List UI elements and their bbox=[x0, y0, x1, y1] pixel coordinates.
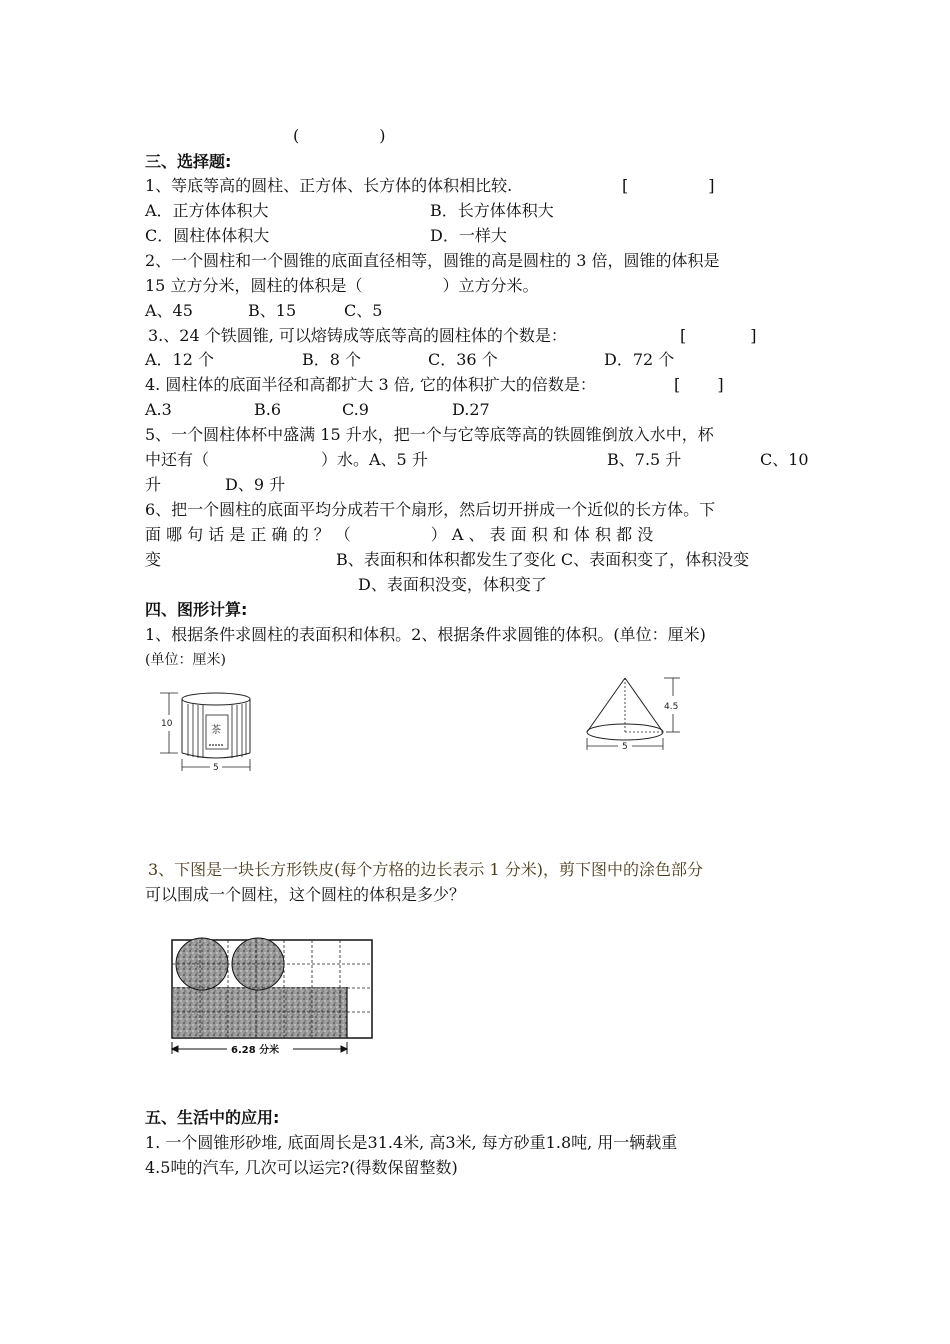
cylinder-figure bbox=[150, 685, 260, 773]
q1-text: 1、等底等高的圆柱、正方体、长方体的体积相比较. bbox=[145, 176, 513, 195]
cylinder-diameter-label: 5 bbox=[213, 763, 219, 773]
q4-option-a: A.3 bbox=[145, 400, 172, 419]
section-4-title: 四、图形计算: bbox=[145, 600, 248, 619]
q2-line1: 2、一个圆柱和一个圆锥的底面直径相等，圆锥的高是圆柱的 3 倍，圆锥的体积是 bbox=[145, 251, 720, 270]
q6-line1: 6、把一个圆柱的底面平均分成若干个扇形，然后切开拼成一个近似的长方体。下 bbox=[145, 500, 716, 519]
q3-bracket: [ ] bbox=[680, 326, 757, 345]
q6-line2: 面 哪 句 话 是 正 确 的 ？ （ ） A 、 表 面 积 和 体 积 都 没 bbox=[145, 525, 654, 544]
q2-option-b: B、15 bbox=[248, 301, 297, 320]
sec5-line1: 1. 一个圆锥形砂堆, 底面周长是31.4米, 高3米, 每方砂重1.8吨, 用一辆载重 bbox=[145, 1133, 678, 1152]
q2-line2: 15 立方分米，圆柱的体积是（ ）立方分米。 bbox=[145, 276, 539, 295]
q2-option-a: A、45 bbox=[145, 301, 193, 320]
q3-option-c: C．36 个 bbox=[428, 350, 498, 369]
q3-option-a: A．12 个 bbox=[145, 350, 215, 369]
sec4-q3-line1: 3、下图是一块长方形铁皮(每个方格的边长表示 1 分米)，剪下图中的涂色部分 bbox=[148, 860, 704, 879]
q4-option-b: B.6 bbox=[254, 400, 282, 419]
q1-option-d: D．一样大 bbox=[430, 226, 507, 245]
q6-line3a: 变 bbox=[145, 550, 162, 569]
q6-line4: D、表面积没变，体积变了 bbox=[358, 575, 547, 594]
q2-option-c: C、5 bbox=[344, 301, 383, 320]
grid-figure bbox=[165, 932, 377, 1060]
q6-line3b: B、表面积和体积都发生了变化 C、表面积变了，体积没变 bbox=[336, 550, 750, 569]
grid-width-label: 6.28 分米 bbox=[231, 1045, 280, 1056]
cone-height-label: 4.5 bbox=[664, 702, 679, 712]
q5-line2a: 中还有（ ）水。A、5 升 bbox=[145, 450, 428, 469]
sec4-line2: (单位：厘米) bbox=[145, 652, 226, 668]
q1-option-b: B．长方体体积大 bbox=[430, 201, 554, 220]
q4-bracket: [ ] bbox=[674, 375, 724, 394]
q4-text: 4. 圆柱体的底面半径和高都扩大 3 倍, 它的体积扩大的倍数是： bbox=[145, 375, 596, 394]
q1-bracket: [ ] bbox=[622, 176, 715, 195]
cylinder-tea-label: 茶 bbox=[211, 725, 221, 736]
sec4-q3-line2: 可以围成一个圆柱，这个圆柱的体积是多少？ bbox=[145, 885, 466, 904]
cylinder-height-label: 10 bbox=[161, 719, 173, 729]
q3-option-b: B．8 个 bbox=[302, 350, 362, 369]
q1-option-c: C．圆柱体体积大 bbox=[145, 226, 270, 245]
q4-option-c: C.9 bbox=[342, 400, 369, 419]
sec5-line2: 4.5吨的汽车, 几次可以运完?(得数保留整数) bbox=[145, 1158, 458, 1177]
q5-line3a: 升 bbox=[145, 475, 162, 494]
q4-option-d: D.27 bbox=[452, 400, 490, 419]
section-5-title: 五、生活中的应用: bbox=[145, 1108, 280, 1127]
q5-line1: 5、一个圆柱体杯中盛满 15 升水，把一个与它等底等高的铁圆锥倒放入水中，杯 bbox=[145, 425, 714, 444]
top-paren: ( ) bbox=[293, 126, 386, 145]
q1-option-a: A．正方体体积大 bbox=[145, 201, 269, 220]
section-3-title: 三、选择题: bbox=[145, 152, 232, 171]
cone-figure bbox=[580, 672, 690, 754]
q5-option-d: D、9 升 bbox=[225, 475, 286, 494]
q3-text: 3.、24 个铁圆锥, 可以熔铸成等底等高的圆柱体的个数是： bbox=[148, 326, 567, 345]
q5-option-c: C、10 bbox=[760, 450, 809, 469]
q3-option-d: D．72 个 bbox=[604, 350, 675, 369]
q5-option-b: B、7.5 升 bbox=[607, 450, 682, 469]
sec4-line1: 1、根据条件求圆柱的表面积和体积。2、根据条件求圆锥的体积。(单位：厘米) bbox=[145, 625, 706, 644]
cone-diameter-label: 5 bbox=[622, 742, 628, 752]
